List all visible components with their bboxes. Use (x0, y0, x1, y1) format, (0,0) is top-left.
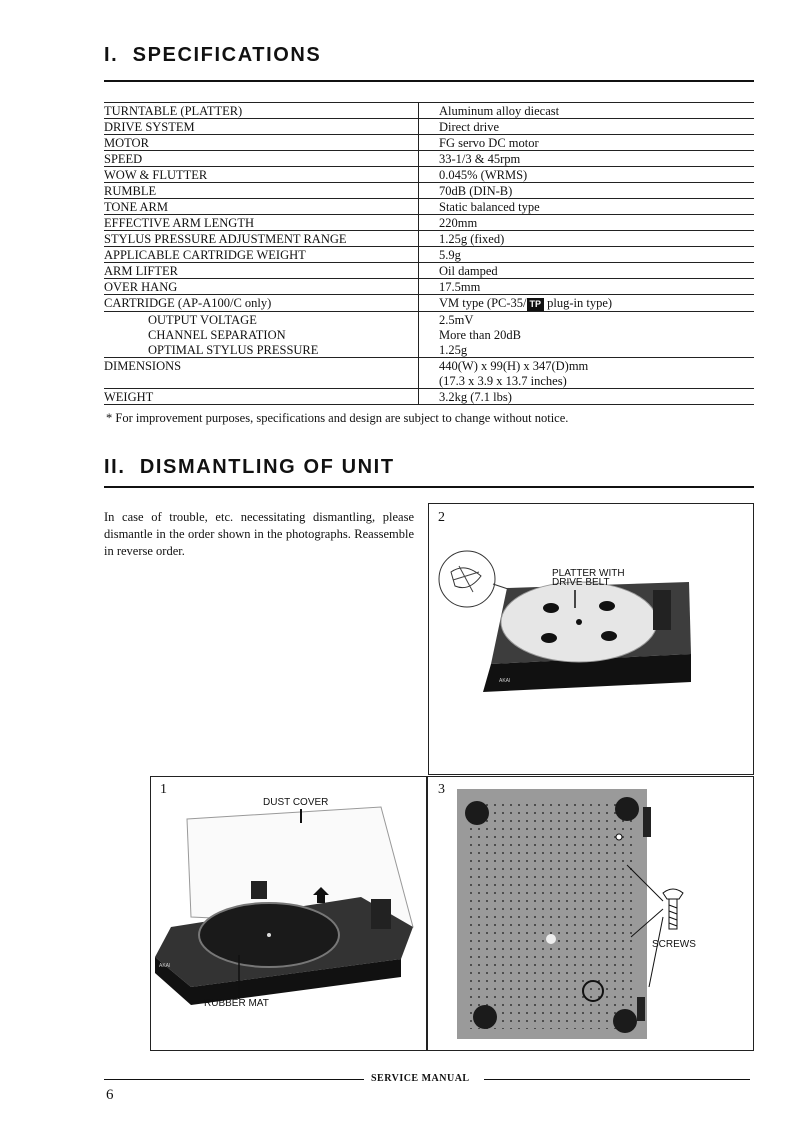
platter-hole (543, 603, 559, 613)
cartridge-type-suffix: plug-in type) (544, 296, 613, 310)
spec-row (104, 295, 754, 312)
spec-row (104, 312, 754, 328)
spec-value: 0.045% (WRMS) (419, 167, 755, 183)
side-bracket (637, 997, 645, 1021)
photo-number: 1 (160, 782, 167, 797)
platter-label-line2: DRIVE BELT (552, 577, 610, 588)
tp-logo-icon: TP (527, 298, 545, 311)
photo-number: 2 (438, 510, 445, 525)
ventilation-holes (467, 799, 637, 1029)
spec-value: Oil damped (419, 263, 755, 279)
spec-value: 3.2kg (7.1 lbs) (419, 389, 755, 405)
spec-value: 5.9g (419, 247, 755, 263)
spec-row (104, 167, 754, 183)
spec-row (104, 263, 754, 279)
spec-value: Aluminum alloy diecast (419, 103, 755, 119)
footer-rule-left (104, 1079, 364, 1080)
spec-row (104, 279, 754, 295)
intro-paragraph: In case of trouble, etc. necessitating dismantling, please dismantle in the order shown in the photographs. Reassemble in reverse order. (104, 510, 414, 558)
spec-row (104, 389, 754, 405)
drive-belt-inset (439, 551, 495, 607)
screw-head-icon (663, 889, 683, 899)
spec-value: 220mm (419, 215, 755, 231)
spec-value: 70dB (DIN-B) (419, 183, 755, 199)
hinge (251, 881, 267, 899)
spec-value: More than 20dB (419, 327, 755, 342)
spec-note: * For improvement purposes, specifications and design are subject to change without notice. (106, 411, 569, 425)
spec-value: 440(W) x 99(H) x 347(D)mm (419, 358, 755, 374)
spec-value: 2.5mV (419, 312, 755, 328)
dust-cover-label: DUST COVER (263, 797, 329, 808)
section-title: DISMANTLING OF UNIT (139, 456, 395, 478)
spec-key: WOW & FLUTTER (104, 167, 419, 183)
section-numeral: I. (104, 44, 119, 66)
spec-value: 1.25g (fixed) (419, 231, 755, 247)
spindle (267, 933, 271, 937)
platter-label-line1: PLATTER WITH (552, 568, 625, 579)
foot (473, 1005, 497, 1029)
heading-rule (104, 486, 754, 488)
spec-key: CARTRIDGE (AP-A100/C only) (104, 295, 419, 312)
rubber-mat-label: RUBBER MAT (204, 998, 269, 1009)
cartridge-type-text: VM type (PC-35/ (439, 296, 527, 310)
spec-key: DRIVE SYSTEM (104, 119, 419, 135)
specifications-table (104, 102, 754, 405)
platter-hole (541, 633, 557, 643)
spec-key: TONE ARM (104, 199, 419, 215)
spec-row (104, 215, 754, 231)
spec-key: OVER HANG (104, 279, 419, 295)
spec-row (104, 103, 754, 119)
spec-key: STYLUS PRESSURE ADJUSTMENT RANGE (104, 231, 419, 247)
photo-number: 3 (438, 782, 445, 797)
spec-row (104, 342, 754, 358)
section-numeral: II. (104, 456, 126, 478)
spec-key: APPLICABLE CARTRIDGE WEIGHT (104, 247, 419, 263)
spec-row (104, 151, 754, 167)
spec-key: TURNTABLE (PLATTER) (104, 103, 419, 119)
photo-2-turntable-platter (429, 504, 751, 772)
footer-title: SERVICE MANUAL (371, 1073, 470, 1084)
spec-row (104, 358, 754, 374)
tonearm-base (653, 590, 671, 630)
spec-key: ARM LIFTER (104, 263, 419, 279)
heading-rule (104, 80, 754, 82)
brand-label: AKAI (499, 678, 511, 684)
spec-value: 1.25g (419, 342, 755, 358)
spec-row (104, 247, 754, 263)
spec-key (104, 373, 419, 389)
spindle (576, 619, 582, 625)
photo-3-bottom-view (427, 777, 751, 1048)
spec-row (104, 231, 754, 247)
spec-value: FG servo DC motor (419, 135, 755, 151)
foot (613, 1009, 637, 1033)
spec-key: WEIGHT (104, 389, 419, 405)
spec-row (104, 135, 754, 151)
screw-pointer (649, 917, 663, 987)
spec-value: (17.3 x 3.9 x 13.7 inches) (419, 373, 755, 389)
foot (465, 801, 489, 825)
tonearm-base (371, 899, 391, 929)
spec-key: EFFECTIVE ARM LENGTH (104, 215, 419, 231)
spec-value: 17.5mm (419, 279, 755, 295)
spec-key: OUTPUT VOLTAGE (148, 313, 257, 327)
spec-value: Static balanced type (419, 199, 755, 215)
spec-row (104, 199, 754, 215)
screws-label: SCREWS (652, 939, 696, 950)
spec-row (104, 327, 754, 342)
center-hole (546, 934, 556, 944)
spec-key: SPEED (104, 151, 419, 167)
footer-rule-right (484, 1079, 750, 1080)
spec-value: 33-1/3 & 45rpm (419, 151, 755, 167)
foot (615, 797, 639, 821)
platter-hole (599, 601, 615, 611)
spec-key: MOTOR (104, 135, 419, 151)
page-number: 6 (106, 1087, 114, 1103)
spec-value: Direct drive (419, 119, 755, 135)
section-heading-specifications (104, 44, 321, 67)
side-bracket (643, 807, 651, 837)
spec-row (104, 373, 754, 389)
spec-key: DIMENSIONS (104, 359, 182, 373)
section-heading-dismantling (104, 456, 395, 479)
spec-key: RUMBLE (104, 183, 419, 199)
spec-key: OPTIMAL STYLUS PRESSURE (104, 342, 419, 358)
section-title: SPECIFICATIONS (132, 44, 322, 66)
screw (616, 834, 622, 840)
brand-label: AKAI (159, 963, 171, 969)
platter-hole (601, 631, 617, 641)
platter-label (552, 569, 625, 587)
spec-row (104, 183, 754, 199)
spec-key: CHANNEL SEPARATION (148, 328, 286, 342)
photo-1-dust-cover (151, 777, 425, 1048)
spec-value (419, 295, 755, 312)
spec-row (104, 119, 754, 135)
